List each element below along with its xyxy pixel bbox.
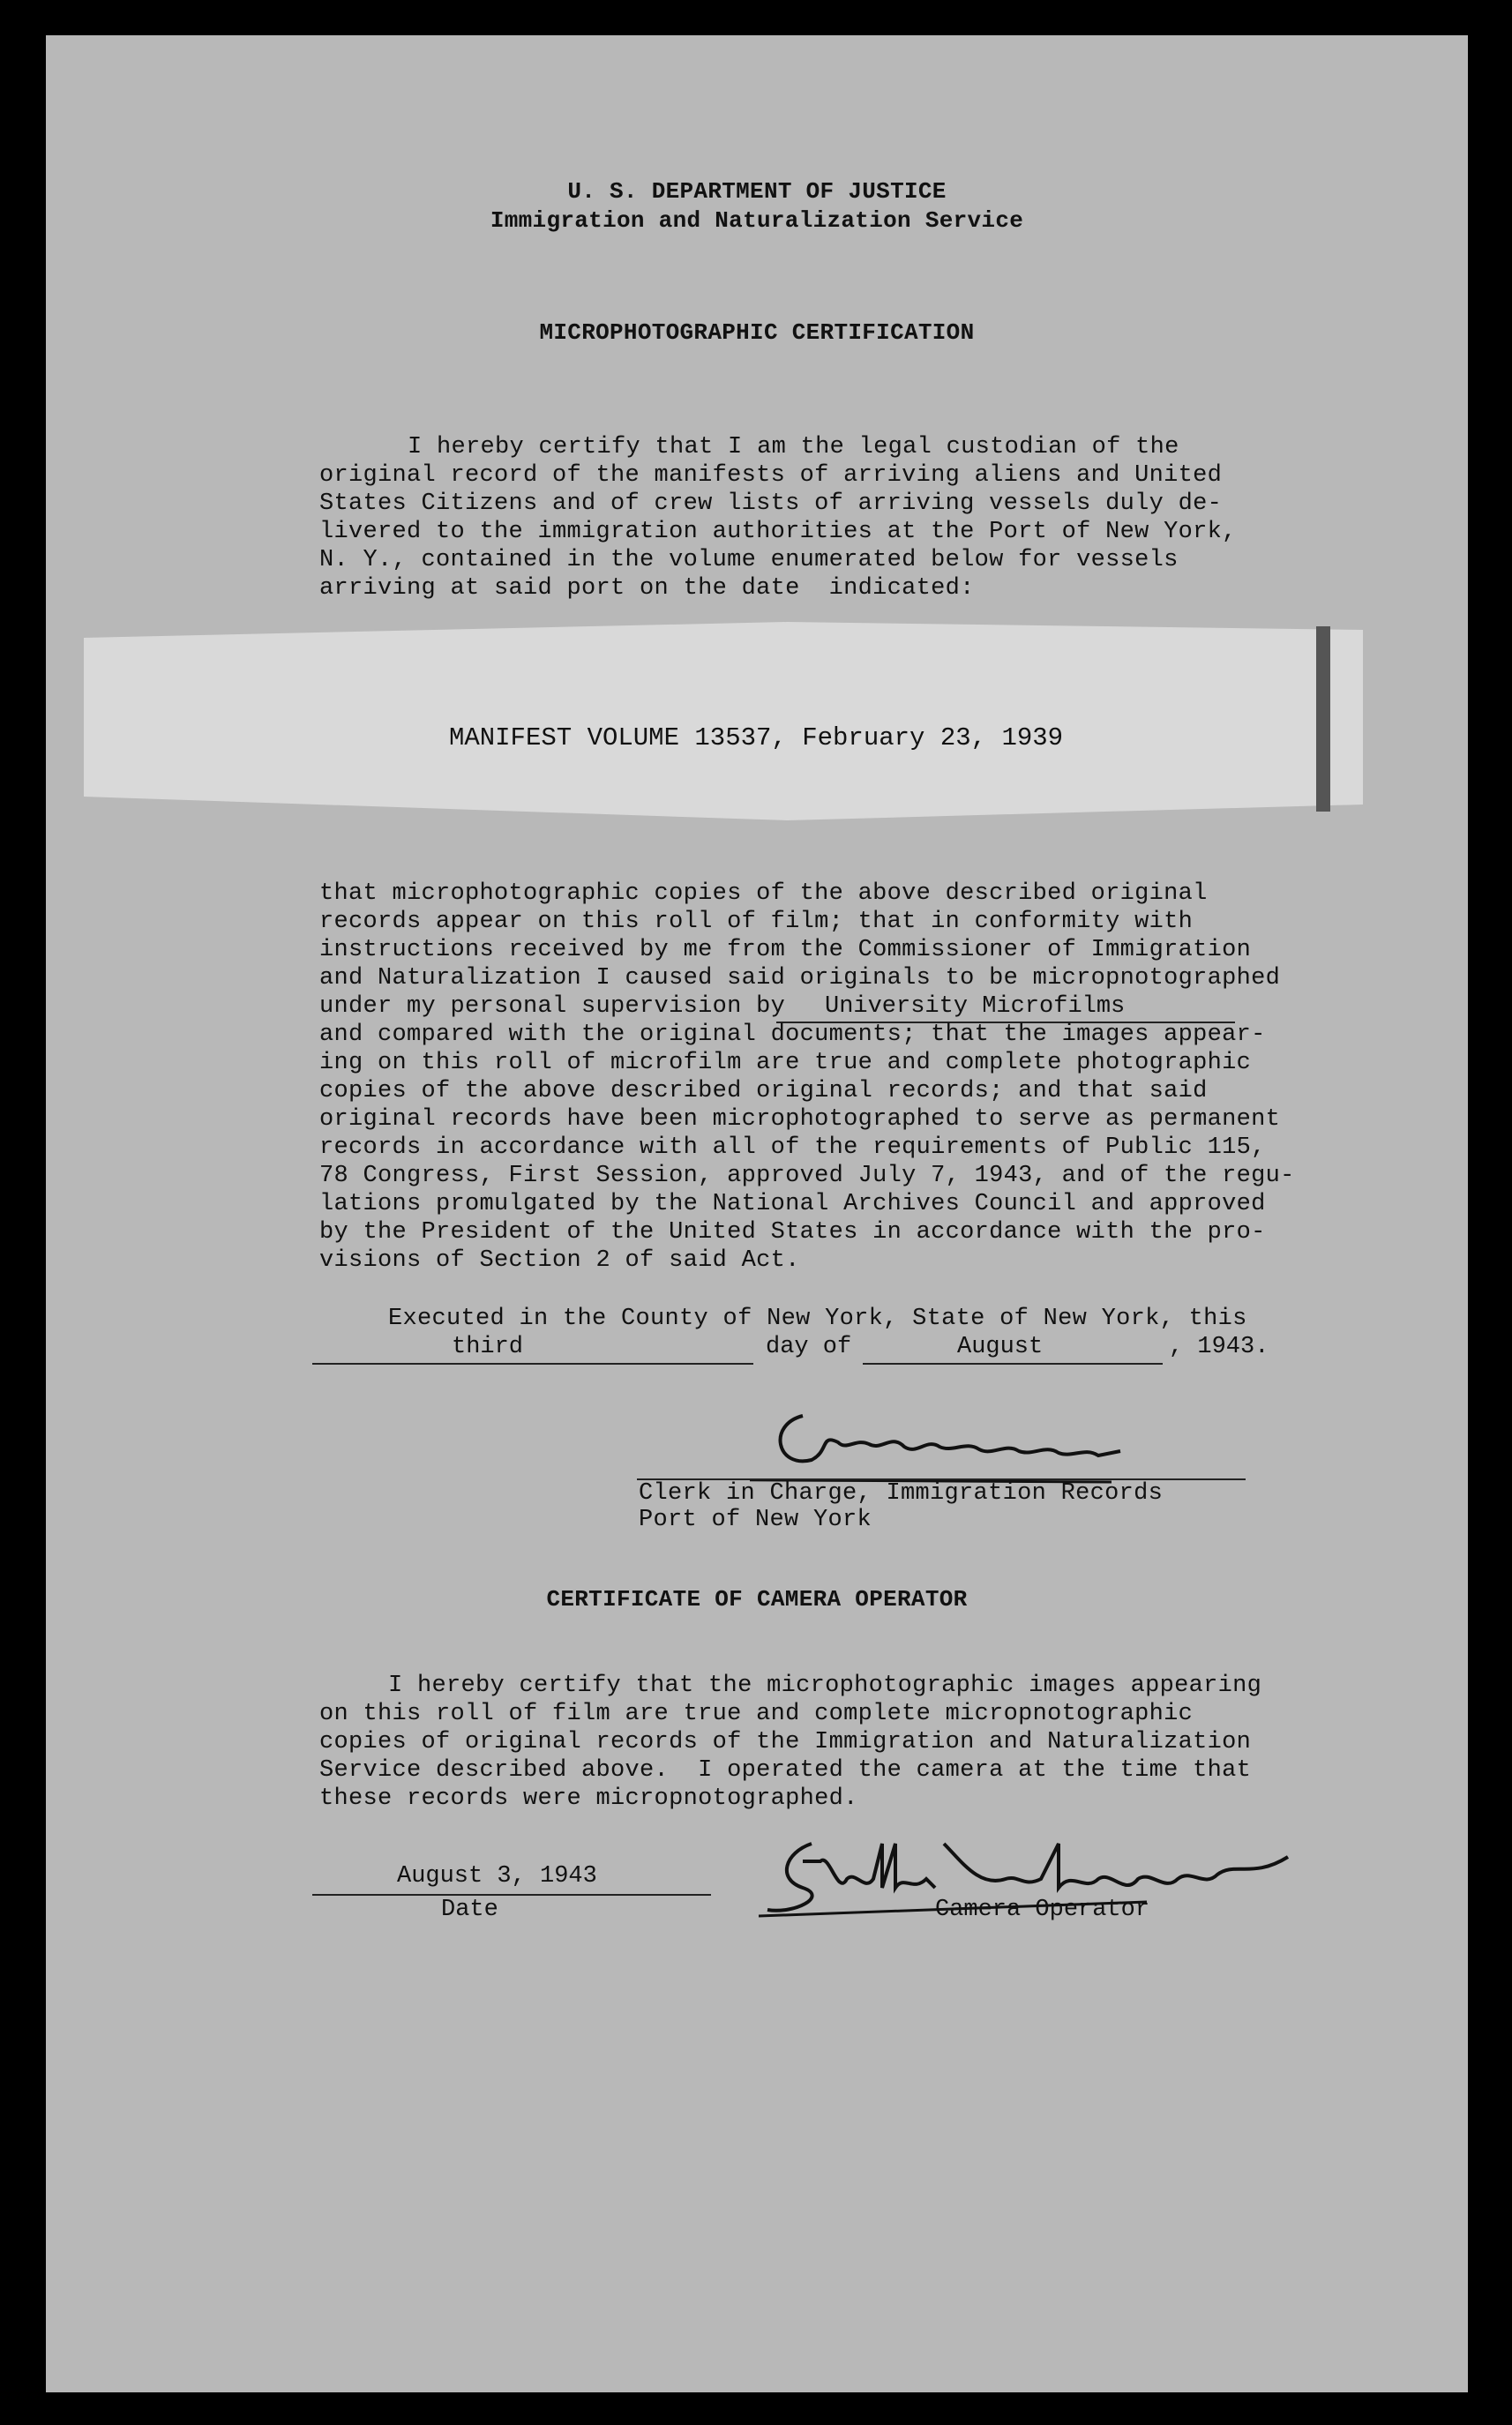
body-line: original records have been microphotographed to serve as permanent <box>319 1106 1281 1133</box>
camera-body-line: Service described above. I operated the camera at the time that <box>319 1757 1252 1784</box>
body-line: visions of Section 2 of said Act. <box>319 1247 800 1274</box>
intro-line: I hereby certify that I am the legal custodian of the <box>408 434 1179 460</box>
body-line: lations promulgated by the National Archives Council and approved <box>319 1191 1266 1217</box>
day-underline <box>312 1363 753 1365</box>
body-line: by the President of the United States in accordance with the pro- <box>319 1219 1266 1246</box>
executed-text: Executed in the County of New York, State of New York, this <box>388 1306 1247 1332</box>
date-value: August 3, 1943 <box>397 1863 597 1890</box>
year-text: , 1943. <box>1169 1334 1269 1360</box>
camera-body-line: on this roll of film are true and complete micropnotographic <box>319 1701 1194 1727</box>
body-line: records in accordance with all of the requirements of Public 115, <box>319 1134 1266 1161</box>
intro-line: N. Y., contained in the volume enumerated below for vessels <box>319 547 1179 573</box>
date-label: Date <box>441 1897 498 1923</box>
body-line: ing on this roll of microfilm are true and complete photographic <box>319 1050 1252 1076</box>
body-line: records appear on this roll of film; that in conformity with <box>319 909 1194 935</box>
service-heading: Immigration and Naturalization Service <box>490 207 1024 234</box>
intro-line: arriving at said port on the date indicated: <box>319 575 975 602</box>
intro-line: original record of the manifests of arriving aliens and United <box>319 462 1223 489</box>
body-line: and Naturalization I caused said originals to be micropnotographed <box>319 965 1281 992</box>
certification-title: MICROPHOTOGRAPHIC CERTIFICATION <box>539 319 975 346</box>
intro-line: livered to the immigration authorities at the Port of New York, <box>319 519 1237 545</box>
supervisor-value: University Microfilms <box>825 993 1126 1020</box>
camera-body-line: these records were micropnotographed. <box>319 1785 858 1812</box>
body-line: copies of the above described original records; and that said <box>319 1078 1208 1104</box>
clerk-port: Port of New York <box>639 1507 872 1533</box>
day-label: day of <box>766 1334 852 1360</box>
date-underline <box>312 1894 711 1896</box>
camera-body-line: copies of original records of the Immigration and Naturalization <box>319 1729 1252 1755</box>
camera-body-line: I hereby certify that the microphotographic images appearing <box>388 1673 1262 1699</box>
manifest-strip <box>84 622 1363 820</box>
camera-operator-label: Camera Operator <box>935 1897 1150 1923</box>
body-line: instructions received by me from the Commissioner of Immigration <box>319 937 1252 963</box>
month-value: August <box>957 1334 1044 1360</box>
body-line: 78 Congress, First Session, approved July 7, 1943, and of the regu- <box>319 1163 1295 1189</box>
body-line: and compared with the original documents; that the images appear- <box>319 1022 1266 1048</box>
department-heading: U. S. DEPARTMENT OF JUSTICE <box>567 178 947 205</box>
camera-certificate-title: CERTIFICATE OF CAMERA OPERATOR <box>546 1586 968 1613</box>
body-line: that microphotographic copies of the above described original <box>319 880 1208 907</box>
intro-line: States Citizens and of crew lists of arriving vessels duly de- <box>319 490 1223 517</box>
clerk-signature <box>750 1398 1209 1486</box>
body-line: under my personal supervision by <box>319 993 786 1020</box>
manifest-volume: MANIFEST VOLUME 13537, February 23, 1939 <box>448 723 1064 752</box>
month-underline <box>863 1363 1163 1365</box>
strip-shadow <box>1316 626 1330 812</box>
clerk-title: Clerk in Charge, Immigration Records <box>639 1480 1164 1507</box>
day-value: third <box>452 1334 524 1360</box>
